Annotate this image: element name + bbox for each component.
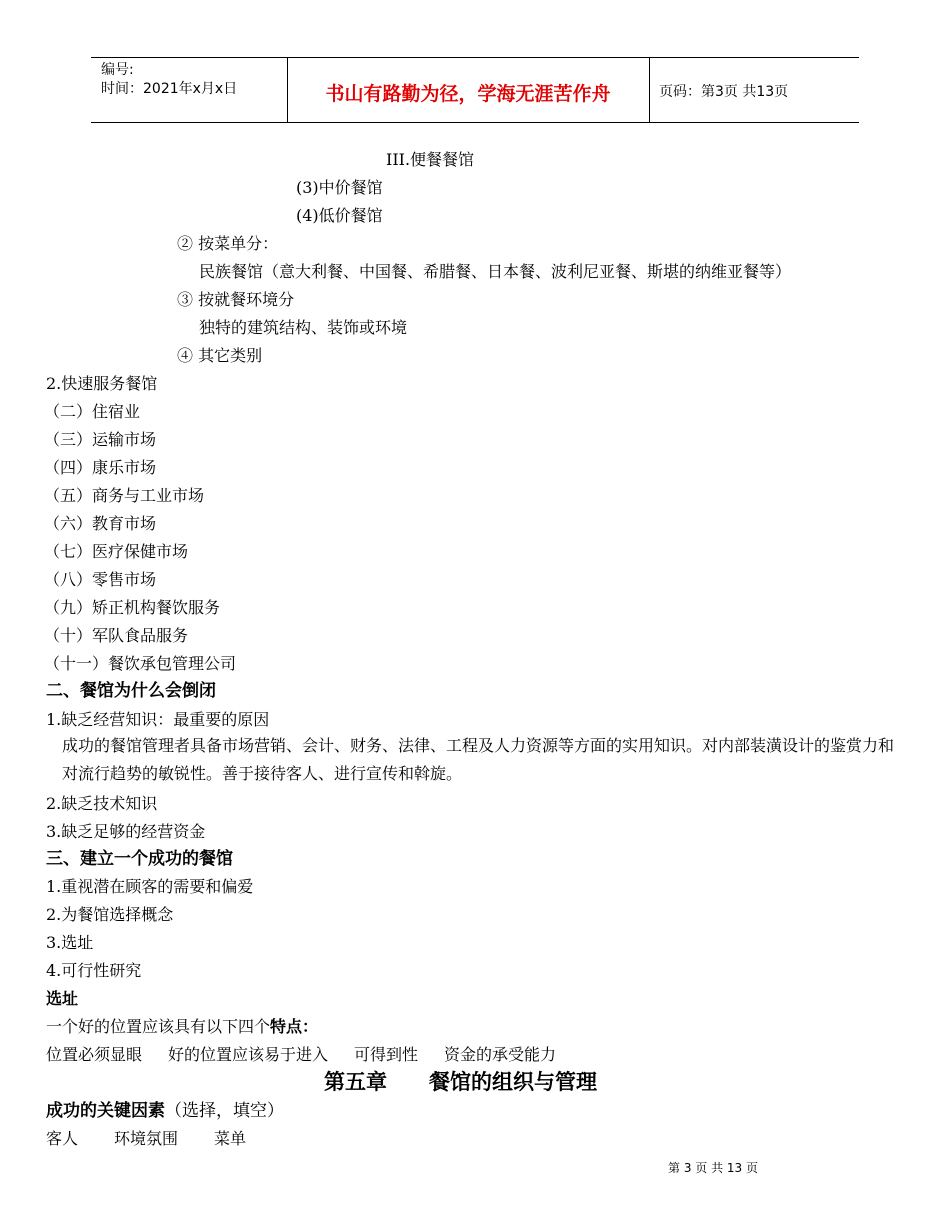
features-line <box>46 1045 556 1065</box>
list-item: （三）运输市场 <box>44 430 157 449</box>
text-line: ③ 按就餐环境分 <box>177 290 295 309</box>
list-item: （四）康乐市场 <box>44 458 157 477</box>
chapter-name: 餐馆的组织与管理 <box>429 1069 597 1094</box>
factor-item: 环境氛围 <box>114 1129 179 1148</box>
text-bold: 特点： <box>270 1017 319 1036</box>
section-heading: 三、建立一个成功的餐馆 <box>46 849 233 869</box>
key-factors-line <box>46 1101 284 1121</box>
text-line: 4.可行性研究 <box>46 961 142 980</box>
paragraph: 成功的餐馆管理者具备市场营销、会计、财务、法律、工程及人力资源等方面的实用知识。对内部装潢设计的鉴赏力和对流行趋势的敏锐性。善于接待客人、进行宣传和斡旋。 <box>62 736 895 783</box>
key-factors-items <box>46 1129 246 1149</box>
list-item: （八）零售市场 <box>44 570 157 589</box>
text-line: 1.缺乏经营知识：最重要的原因 <box>46 710 270 729</box>
list-item: （五）商务与工业市场 <box>44 486 205 505</box>
text-line: 独特的建筑结构、装饰或环境 <box>199 318 408 337</box>
header-top-rule <box>91 57 859 58</box>
header-time: 时间：2021年x月x日 <box>101 81 238 97</box>
header-number-label: 编号: <box>101 62 134 78</box>
text-normal: 一个好的位置应该具有以下四个 <box>46 1017 271 1036</box>
list-item: （十）军队食品服务 <box>44 626 189 645</box>
feature-item: 可得到性 <box>354 1045 419 1064</box>
text-line: 2.为餐馆选择概念 <box>46 905 174 924</box>
text-line: III.便餐餐馆 <box>386 150 475 169</box>
list-item: （二）住宿业 <box>44 402 141 421</box>
list-item: （六）教育市场 <box>44 514 157 533</box>
text-line: 1.重视潜在顾客的需要和偏爱 <box>46 877 254 896</box>
text-normal: （选择，填空） <box>165 1101 284 1121</box>
text-line <box>46 1017 318 1037</box>
text-line: (3)中价餐馆 <box>296 178 383 197</box>
text-bold: 成功的关键因素 <box>46 1101 165 1121</box>
header-motto: 书山有路勤为径，学海无涯苦作舟 <box>325 83 611 105</box>
section-heading: 二、餐馆为什么会倒闭 <box>46 681 216 701</box>
text-line: 2.缺乏技术知识 <box>46 794 158 813</box>
header-page-info: 页码：第3页 共13页 <box>659 84 789 100</box>
header-divider-right <box>649 57 650 122</box>
factor-item: 客人 <box>46 1129 79 1148</box>
chapter-title <box>324 1066 597 1096</box>
list-item: （九）矫正机构餐饮服务 <box>44 598 221 617</box>
feature-item: 资金的承受能力 <box>444 1045 557 1064</box>
page-footer: 第 3 页 共 13 页 <box>668 1161 758 1175</box>
list-item: （七）医疗保健市场 <box>44 542 189 561</box>
text-line: 3.缺乏足够的经营资金 <box>46 822 206 841</box>
feature-item: 位置必须显眼 <box>46 1045 143 1064</box>
feature-item: 好的位置应该易于进入 <box>168 1045 329 1064</box>
text-line: 2.快速服务餐馆 <box>46 374 158 393</box>
text-line: 民族餐馆（意大利餐、中国餐、希腊餐、日本餐、波利尼亚餐、斯堪的纳维亚餐等） <box>199 262 792 281</box>
text-line: ④ 其它类别 <box>177 346 263 365</box>
chapter-number: 第五章 <box>324 1069 387 1094</box>
list-item: （十一）餐饮承包管理公司 <box>44 654 237 673</box>
text-line: ② 按菜单分： <box>177 234 279 253</box>
factor-item: 菜单 <box>214 1129 247 1148</box>
subheading-site: 选址 <box>46 989 79 1008</box>
text-line: 3.选址 <box>46 933 94 952</box>
header-bottom-rule <box>91 122 859 123</box>
text-line: (4)低价餐馆 <box>296 206 383 225</box>
